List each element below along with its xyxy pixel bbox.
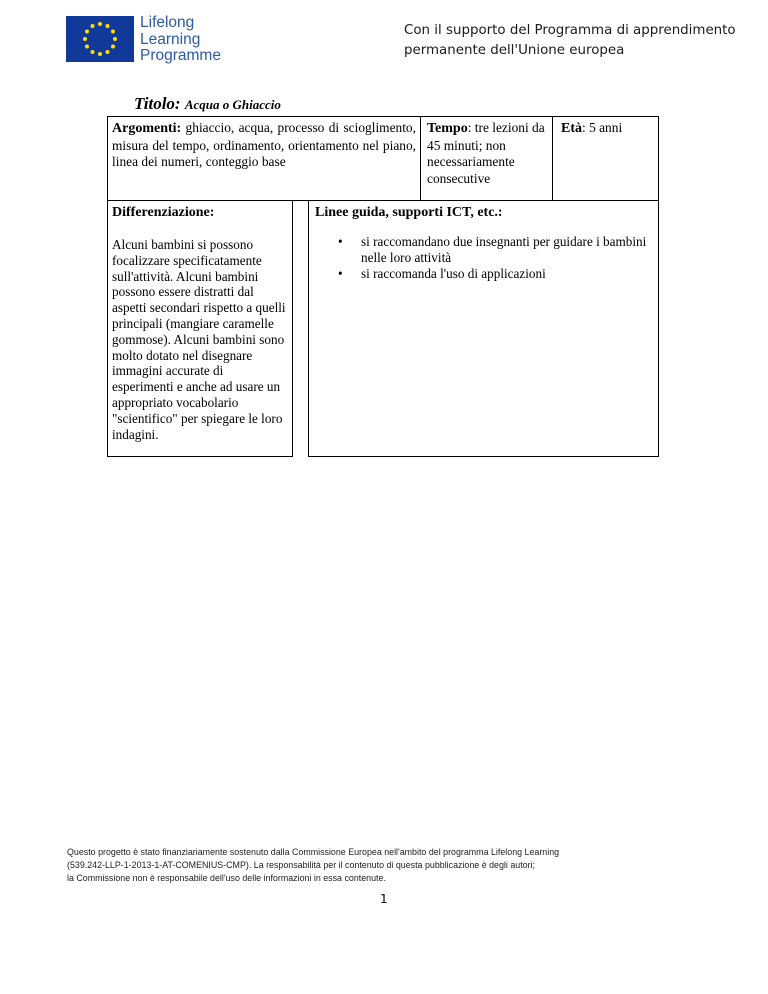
argomenti-label: Argomenti: [112, 121, 182, 136]
linee-guida-list [315, 234, 652, 282]
eu-flag-icon [66, 16, 134, 62]
eta-text: : 5 anni [582, 120, 623, 135]
list-item: • si raccomanda l'uso di applicazioni [315, 266, 652, 282]
logo-line: Programme [140, 47, 221, 64]
argomenti-cell [107, 116, 421, 201]
logo-line: Lifelong [140, 14, 195, 31]
lifelong-learning-logo [66, 16, 226, 66]
logo-text [140, 15, 221, 65]
document-title [134, 94, 281, 114]
differenziazione-text: Alcuni bambini si possono focalizzare specificatamente sull'attività. Alcuni bambini possono essere distratti dal aspetti secondari rispetto a quelli principali (mangiare caramelle gommose). Alcuni bambini sono molto dotato nel disegnare immagini accurate di esperimenti e anche ad usare un appropriato vocabolario "scientifico" per spiegare le loro indagini. [112, 237, 286, 442]
title-text: Acqua o Ghiaccio [184, 97, 281, 112]
support-note-line: permanente dell'Unione europea [404, 43, 625, 58]
differenziazione-label: Differenziazione: [112, 205, 215, 220]
linee-guida-label: Linee guida, supporti ICT, etc.: [315, 205, 503, 220]
title-label: Titolo: [134, 94, 181, 113]
disclaimer-line: la Commissione non è responsabile dell'uso delle informazioni in essa contenute. [67, 873, 386, 883]
tempo-label: Tempo [427, 121, 468, 136]
eta-content [561, 120, 650, 138]
linee-guida-cell [308, 200, 659, 457]
support-note-line: Con il supporto del Programma di apprendimento [404, 23, 736, 38]
logo-line: Learning [140, 30, 201, 48]
argomenti-text: ghiaccio, acqua, processo di scioglimento, misura del tempo, ordinamento, orientamento nel piano, linea dei numeri, conteggio base [112, 120, 416, 169]
eta-label: Età [561, 121, 582, 136]
tempo-cell [420, 116, 553, 201]
disclaimer-line: Questo progetto è stato finanziariamente sostenuto dalla Commissione Europea nell'ambito del programma Lifelong Learning [67, 847, 560, 857]
argomenti-content [112, 120, 416, 171]
page-number: 1 [380, 892, 388, 906]
tempo-text: : tre lezioni da 45 minuti; non necessariamente consecutive [427, 120, 545, 186]
tempo-content [427, 120, 546, 187]
support-note [404, 21, 736, 61]
funding-disclaimer [67, 846, 687, 885]
eta-cell [552, 116, 659, 201]
disclaimer-line: (539.242-LLP-1-2013-1-AT-COMENIUS-CMP). La responsabilità per il contenuto di questa pubblicazione è degli autori; [67, 860, 535, 870]
list-item: • si raccomandano due insegnanti per guidare i bambini nelle loro attività [315, 234, 652, 266]
differenziazione-cell [107, 200, 293, 457]
table-border-segment [293, 200, 308, 201]
eu-stars-icon [66, 16, 134, 62]
